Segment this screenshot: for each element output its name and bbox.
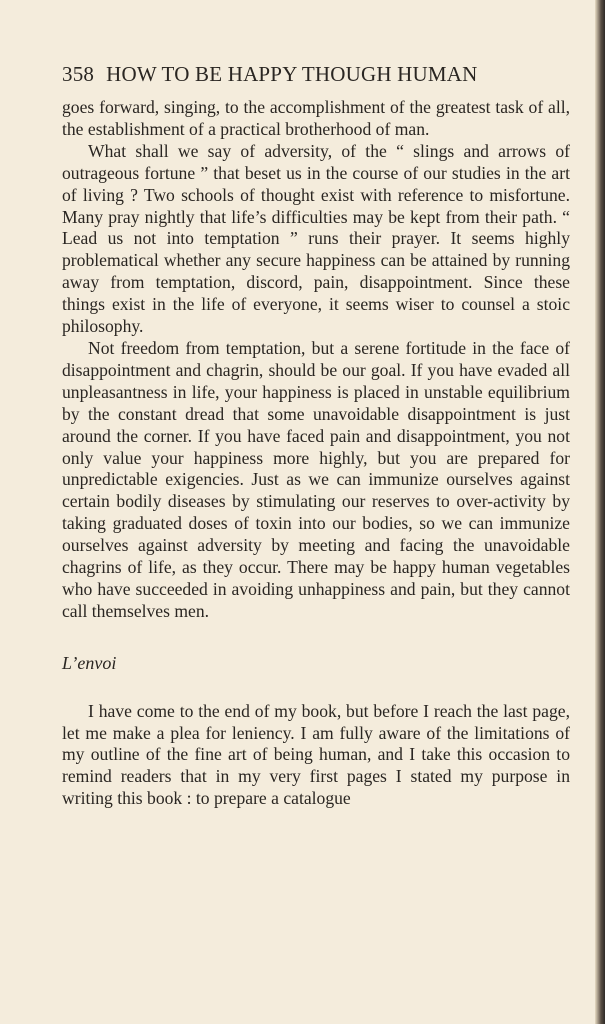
paragraph-continuation: goes forward, singing, to the accomplishment of the greatest task of all, the establishment of a practical brotherhood of man. bbox=[62, 97, 570, 139]
page-edge-shadow bbox=[595, 0, 605, 1024]
running-title: HOW TO BE HAPPY THOUGH HUMAN bbox=[106, 62, 478, 86]
running-header bbox=[62, 62, 572, 87]
paragraph-envoi: I have come to the end of my book, but before I reach the last page, let me make a plea for leniency. I am fully aware of the limitations of my outline of the fine art of being human, and I take this occasion to remind readers that in my very first pages I stated my purpose in writing this book : to prepare a catalogue bbox=[62, 700, 570, 809]
body-text bbox=[62, 97, 570, 810]
paragraph-fortitude: Not freedom from temptation, but a serene fortitude in the face of disappointment and chagrin, should be our goal. If you have evaded all unpleasantness in life, your happiness is placed in unstable equilibrium by the constant dread that some unavoidable disappointment is just around the corner. If you have faced pain and disappointment, you not only value your happiness more highly, but you are prepared for unpredictable exigencies. Just as we can immunize ourselves against certain bodily diseases by stimulating our reserves to over-activity by taking graduated doses of toxin into our bodies, so we can immunize ourselves against adversity by meeting and facing the unavoidable chagrins of life, as they occur. There may be happy human vegetables who have succeeded in avoiding unhappiness and pain, but they cannot call themselves men. bbox=[62, 337, 570, 621]
page-number: 358 bbox=[62, 62, 95, 86]
paragraph-adversity: What shall we say of adversity, of the “ slings and arrows of outrageous fortune ” that beset us in the course of our studies in the art of living ? Two schools of thought exist with reference to misfortune. Many pray nightly that life’s difficulties may be kept from their path. “ Lead us not into temptation ” runs their prayer. It seems highly problematical whether any secure happiness can be attained by running away from temptation, discord, pain, disappointment. Since these things exist in the life of everyone, it seems wiser to counsel a stoic philosophy. bbox=[62, 140, 570, 337]
section-title: L’envoi bbox=[62, 652, 117, 673]
